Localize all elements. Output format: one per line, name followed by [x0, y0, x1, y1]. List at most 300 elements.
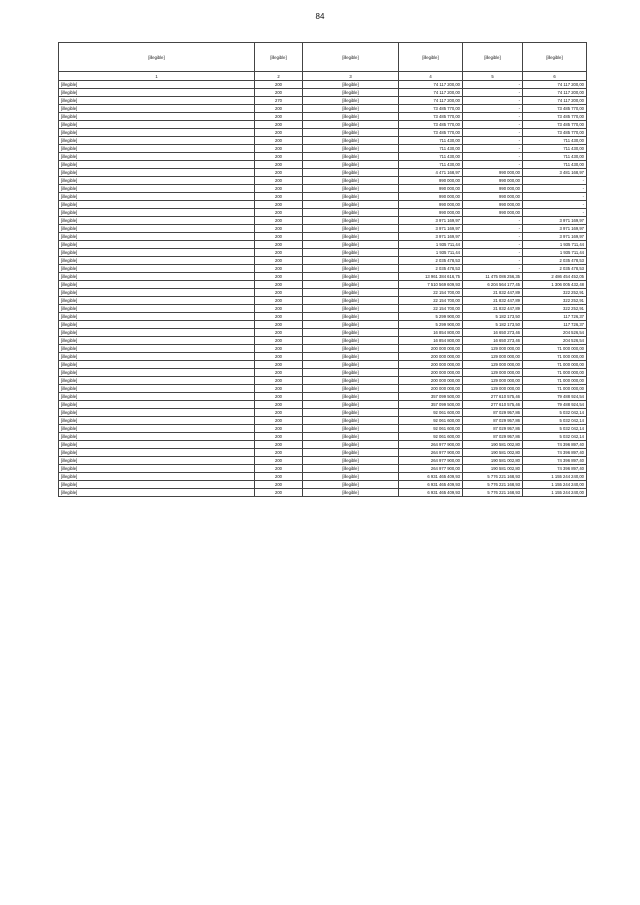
row-executed-amount-cell: 990 000,00	[463, 193, 523, 201]
row-line-code-cell: 200	[255, 417, 303, 425]
budget-execution-table	[58, 42, 587, 497]
row-remainder-amount-cell: 71 000 000,00	[523, 361, 587, 369]
row-remainder-amount-cell: 3 971 169,97	[523, 225, 587, 233]
row-executed-amount-cell: 5 776 221 168,93	[463, 481, 523, 489]
row-line-code-cell: 200	[255, 289, 303, 297]
row-classification-code-cell: [illegible]	[303, 305, 399, 313]
table-row	[59, 201, 587, 209]
row-executed-amount-cell: -	[463, 145, 523, 153]
table-row	[59, 449, 587, 457]
row-classification-code-cell: [illegible]	[303, 465, 399, 473]
row-line-code-cell: 200	[255, 265, 303, 273]
table-row	[59, 385, 587, 393]
table-row	[59, 153, 587, 161]
row-remainder-amount-cell: 71 000 000,00	[523, 377, 587, 385]
row-approved-amount-cell: 264 977 900,00	[399, 465, 463, 473]
row-executed-amount-cell: 5 182 173,50	[463, 321, 523, 329]
row-approved-amount-cell: 200 000 000,00	[399, 345, 463, 353]
row-line-code-cell: 200	[255, 345, 303, 353]
row-name-cell: [illegible]	[59, 305, 255, 313]
table-row	[59, 369, 587, 377]
row-classification-code-cell: [illegible]	[303, 129, 399, 137]
table-row	[59, 257, 587, 265]
row-remainder-amount-cell: 2 035 478,53	[523, 265, 587, 273]
row-line-code-cell: 200	[255, 233, 303, 241]
table-row	[59, 81, 587, 89]
row-classification-code-cell: [illegible]	[303, 321, 399, 329]
row-name-cell: [illegible]	[59, 489, 255, 497]
row-executed-amount-cell: 190 581 002,80	[463, 441, 523, 449]
row-executed-amount-cell: 129 000 000,00	[463, 345, 523, 353]
column-number: 1	[59, 72, 255, 81]
row-executed-amount-cell: -	[463, 89, 523, 97]
row-remainder-amount-cell: 71 000 000,00	[523, 369, 587, 377]
table-row	[59, 169, 587, 177]
row-approved-amount-cell: 200 000 000,00	[399, 369, 463, 377]
row-classification-code-cell: [illegible]	[303, 201, 399, 209]
row-classification-code-cell: [illegible]	[303, 113, 399, 121]
table-row	[59, 289, 587, 297]
row-remainder-amount-cell: 322 252,91	[523, 289, 587, 297]
row-line-code-cell: 200	[255, 153, 303, 161]
row-name-cell: [illegible]	[59, 257, 255, 265]
row-classification-code-cell: [illegible]	[303, 353, 399, 361]
row-classification-code-cell: [illegible]	[303, 449, 399, 457]
row-remainder-amount-cell: 3 971 169,97	[523, 217, 587, 225]
row-name-cell: [illegible]	[59, 377, 255, 385]
row-executed-amount-cell: 190 581 002,80	[463, 449, 523, 457]
row-executed-amount-cell: 129 000 000,00	[463, 369, 523, 377]
table-row	[59, 305, 587, 313]
row-approved-amount-cell: 73 485 770,00	[399, 113, 463, 121]
row-approved-amount-cell: 92 061 600,00	[399, 425, 463, 433]
row-classification-code-cell: [illegible]	[303, 81, 399, 89]
row-classification-code-cell: [illegible]	[303, 233, 399, 241]
row-name-cell: [illegible]	[59, 209, 255, 217]
row-approved-amount-cell: 6 931 465 409,93	[399, 473, 463, 481]
row-name-cell: [illegible]	[59, 193, 255, 201]
row-line-code-cell: 200	[255, 257, 303, 265]
table-row	[59, 481, 587, 489]
row-name-cell: [illegible]	[59, 241, 255, 249]
table-row	[59, 321, 587, 329]
row-approved-amount-cell: 73 485 770,00	[399, 129, 463, 137]
row-line-code-cell: 200	[255, 129, 303, 137]
column-number: 6	[523, 72, 587, 81]
row-approved-amount-cell: 3 971 169,97	[399, 233, 463, 241]
row-name-cell: [illegible]	[59, 137, 255, 145]
row-line-code-cell: 200	[255, 473, 303, 481]
table-row	[59, 137, 587, 145]
row-approved-amount-cell: 92 061 600,00	[399, 433, 463, 441]
row-name-cell: [illegible]	[59, 481, 255, 489]
row-line-code-cell: 200	[255, 385, 303, 393]
row-remainder-amount-cell: 5 032 042,14	[523, 417, 587, 425]
row-line-code-cell: 200	[255, 177, 303, 185]
row-name-cell: [illegible]	[59, 393, 255, 401]
row-remainder-amount-cell: 1 155 244 240,00	[523, 489, 587, 497]
row-approved-amount-cell: 2 035 478,53	[399, 265, 463, 273]
row-remainder-amount-cell: 1 155 244 240,00	[523, 473, 587, 481]
budget-table-wrap	[58, 42, 586, 497]
row-classification-code-cell: [illegible]	[303, 417, 399, 425]
row-name-cell: [illegible]	[59, 369, 255, 377]
row-name-cell: [illegible]	[59, 289, 255, 297]
row-approved-amount-cell: 7 510 569 609,93	[399, 281, 463, 289]
row-name-cell: [illegible]	[59, 417, 255, 425]
row-name-cell: [illegible]	[59, 313, 255, 321]
row-approved-amount-cell: 3 971 169,97	[399, 225, 463, 233]
row-classification-code-cell: [illegible]	[303, 393, 399, 401]
row-remainder-amount-cell: 2 486 454 452,05	[523, 273, 587, 281]
row-remainder-amount-cell: -	[523, 193, 587, 201]
row-line-code-cell: 200	[255, 313, 303, 321]
row-classification-code-cell: [illegible]	[303, 169, 399, 177]
row-executed-amount-cell: -	[463, 105, 523, 113]
row-remainder-amount-cell: 322 252,91	[523, 305, 587, 313]
table-row	[59, 377, 587, 385]
table-row	[59, 489, 587, 497]
header-budget-classification-code: [illegible]	[303, 43, 399, 72]
table-row	[59, 273, 587, 281]
row-executed-amount-cell: 87 029 957,86	[463, 409, 523, 417]
row-line-code-cell: 270	[255, 97, 303, 105]
row-name-cell: [illegible]	[59, 153, 255, 161]
row-approved-amount-cell: 264 977 900,00	[399, 441, 463, 449]
row-name-cell: [illegible]	[59, 281, 255, 289]
row-classification-code-cell: [illegible]	[303, 369, 399, 377]
row-classification-code-cell: [illegible]	[303, 153, 399, 161]
row-remainder-amount-cell: -	[523, 209, 587, 217]
table-row	[59, 97, 587, 105]
table-row	[59, 281, 587, 289]
table-row	[59, 417, 587, 425]
row-name-cell: [illegible]	[59, 273, 255, 281]
row-executed-amount-cell: 6 204 564 177,45	[463, 281, 523, 289]
table-row	[59, 473, 587, 481]
row-executed-amount-cell: 16 650 273,46	[463, 337, 523, 345]
row-name-cell: [illegible]	[59, 353, 255, 361]
row-remainder-amount-cell: 79 488 924,54	[523, 401, 587, 409]
row-line-code-cell: 200	[255, 89, 303, 97]
row-line-code-cell: 200	[255, 425, 303, 433]
table-row	[59, 217, 587, 225]
column-number: 2	[255, 72, 303, 81]
row-line-code-cell: 200	[255, 337, 303, 345]
row-remainder-amount-cell: 73 485 770,00	[523, 113, 587, 121]
row-approved-amount-cell: 6 931 465 409,93	[399, 481, 463, 489]
row-classification-code-cell: [illegible]	[303, 385, 399, 393]
row-classification-code-cell: [illegible]	[303, 473, 399, 481]
row-executed-amount-cell: 16 650 273,46	[463, 329, 523, 337]
table-body	[59, 72, 587, 497]
row-remainder-amount-cell: 1 155 244 240,00	[523, 481, 587, 489]
row-remainder-amount-cell: 5 032 042,14	[523, 433, 587, 441]
row-executed-amount-cell: 87 029 957,86	[463, 425, 523, 433]
row-remainder-amount-cell: 1 935 711,44	[523, 241, 587, 249]
row-remainder-amount-cell: 74 117 200,00	[523, 89, 587, 97]
row-classification-code-cell: [illegible]	[303, 121, 399, 129]
row-line-code-cell: 200	[255, 489, 303, 497]
row-executed-amount-cell: -	[463, 225, 523, 233]
column-number-row	[59, 72, 587, 81]
row-name-cell: [illegible]	[59, 337, 255, 345]
row-remainder-amount-cell: 204 526,54	[523, 337, 587, 345]
row-executed-amount-cell: 277 610 575,46	[463, 393, 523, 401]
row-executed-amount-cell: 990 000,00	[463, 169, 523, 177]
row-classification-code-cell: [illegible]	[303, 297, 399, 305]
row-executed-amount-cell: 87 029 957,86	[463, 417, 523, 425]
header-executed: [illegible]	[463, 43, 523, 72]
row-executed-amount-cell: 21 832 447,89	[463, 289, 523, 297]
row-remainder-amount-cell: 711 430,00	[523, 161, 587, 169]
row-executed-amount-cell: -	[463, 257, 523, 265]
row-remainder-amount-cell: 74 396 897,40	[523, 457, 587, 465]
row-executed-amount-cell: 11 475 086 256,35	[463, 273, 523, 281]
row-approved-amount-cell: 711 430,00	[399, 137, 463, 145]
row-executed-amount-cell: -	[463, 113, 523, 121]
row-line-code-cell: 200	[255, 329, 303, 337]
row-classification-code-cell: [illegible]	[303, 489, 399, 497]
row-executed-amount-cell: 190 581 002,80	[463, 457, 523, 465]
row-line-code-cell: 200	[255, 217, 303, 225]
row-executed-amount-cell: 87 029 957,86	[463, 433, 523, 441]
row-executed-amount-cell: 129 000 000,00	[463, 385, 523, 393]
row-remainder-amount-cell: 74 117 200,00	[523, 81, 587, 89]
table-row	[59, 337, 587, 345]
row-executed-amount-cell: 277 610 575,46	[463, 401, 523, 409]
row-executed-amount-cell: 129 000 000,00	[463, 361, 523, 369]
table-row	[59, 161, 587, 169]
row-classification-code-cell: [illegible]	[303, 433, 399, 441]
row-name-cell: [illegible]	[59, 121, 255, 129]
row-line-code-cell: 200	[255, 321, 303, 329]
table-row	[59, 465, 587, 473]
table-row	[59, 185, 587, 193]
row-executed-amount-cell: 129 000 000,00	[463, 353, 523, 361]
table-row	[59, 297, 587, 305]
table-row	[59, 433, 587, 441]
row-line-code-cell: 200	[255, 241, 303, 249]
row-classification-code-cell: [illegible]	[303, 481, 399, 489]
row-line-code-cell: 200	[255, 81, 303, 89]
table-row	[59, 353, 587, 361]
table-row	[59, 393, 587, 401]
row-classification-code-cell: [illegible]	[303, 401, 399, 409]
row-approved-amount-cell: 74 117 200,00	[399, 89, 463, 97]
row-executed-amount-cell: 5 776 221 168,93	[463, 473, 523, 481]
row-name-cell: [illegible]	[59, 385, 255, 393]
row-approved-amount-cell: 357 099 500,00	[399, 401, 463, 409]
row-line-code-cell: 200	[255, 249, 303, 257]
row-approved-amount-cell: 357 099 500,00	[399, 393, 463, 401]
row-approved-amount-cell: 990 000,00	[399, 201, 463, 209]
row-name-cell: [illegible]	[59, 433, 255, 441]
table-row	[59, 193, 587, 201]
row-remainder-amount-cell: 71 000 000,00	[523, 353, 587, 361]
row-line-code-cell: 200	[255, 121, 303, 129]
row-executed-amount-cell: -	[463, 249, 523, 257]
row-classification-code-cell: [illegible]	[303, 409, 399, 417]
row-name-cell: [illegible]	[59, 473, 255, 481]
row-executed-amount-cell: -	[463, 129, 523, 137]
table-row	[59, 233, 587, 241]
row-executed-amount-cell: -	[463, 265, 523, 273]
row-remainder-amount-cell: 79 488 924,54	[523, 393, 587, 401]
table-row	[59, 129, 587, 137]
row-approved-amount-cell: 74 117 200,00	[399, 81, 463, 89]
table-row	[59, 425, 587, 433]
column-number: 4	[399, 72, 463, 81]
row-name-cell: [illegible]	[59, 81, 255, 89]
row-name-cell: [illegible]	[59, 265, 255, 273]
row-approved-amount-cell: 990 000,00	[399, 185, 463, 193]
row-line-code-cell: 200	[255, 353, 303, 361]
row-name-cell: [illegible]	[59, 161, 255, 169]
row-line-code-cell: 200	[255, 441, 303, 449]
row-name-cell: [illegible]	[59, 345, 255, 353]
row-executed-amount-cell: -	[463, 153, 523, 161]
row-line-code-cell: 200	[255, 225, 303, 233]
row-name-cell: [illegible]	[59, 425, 255, 433]
row-approved-amount-cell: 264 977 900,00	[399, 457, 463, 465]
row-classification-code-cell: [illegible]	[303, 225, 399, 233]
row-approved-amount-cell: 4 471 168,97	[399, 169, 463, 177]
row-remainder-amount-cell: 5 032 042,14	[523, 409, 587, 417]
row-approved-amount-cell: 73 485 770,00	[399, 121, 463, 129]
row-classification-code-cell: [illegible]	[303, 145, 399, 153]
row-line-code-cell: 200	[255, 113, 303, 121]
row-approved-amount-cell: 16 854 800,00	[399, 329, 463, 337]
table-row	[59, 241, 587, 249]
row-name-cell: [illegible]	[59, 129, 255, 137]
row-approved-amount-cell: 711 430,00	[399, 153, 463, 161]
row-remainder-amount-cell: 3 971 169,97	[523, 233, 587, 241]
row-name-cell: [illegible]	[59, 361, 255, 369]
row-classification-code-cell: [illegible]	[303, 97, 399, 105]
table-row	[59, 313, 587, 321]
row-classification-code-cell: [illegible]	[303, 281, 399, 289]
row-approved-amount-cell: 6 931 465 409,93	[399, 489, 463, 497]
row-name-cell: [illegible]	[59, 329, 255, 337]
row-approved-amount-cell: 92 061 600,00	[399, 417, 463, 425]
row-approved-amount-cell: 74 117 200,00	[399, 97, 463, 105]
row-classification-code-cell: [illegible]	[303, 377, 399, 385]
row-approved-amount-cell: 5 299 900,00	[399, 313, 463, 321]
row-approved-amount-cell: 13 961 384 616,75	[399, 273, 463, 281]
row-name-cell: [illegible]	[59, 457, 255, 465]
table-row	[59, 209, 587, 217]
row-classification-code-cell: [illegible]	[303, 337, 399, 345]
row-name-cell: [illegible]	[59, 145, 255, 153]
row-line-code-cell: 200	[255, 377, 303, 385]
row-name-cell: [illegible]	[59, 409, 255, 417]
row-executed-amount-cell: 990 000,00	[463, 177, 523, 185]
table-row	[59, 265, 587, 273]
row-line-code-cell: 200	[255, 209, 303, 217]
row-remainder-amount-cell: 1 935 711,44	[523, 249, 587, 257]
row-classification-code-cell: [illegible]	[303, 329, 399, 337]
row-executed-amount-cell: 21 832 447,89	[463, 297, 523, 305]
row-line-code-cell: 200	[255, 409, 303, 417]
page-number: 84	[315, 12, 325, 21]
row-executed-amount-cell: 190 581 002,80	[463, 465, 523, 473]
row-classification-code-cell: [illegible]	[303, 345, 399, 353]
table-row	[59, 361, 587, 369]
row-remainder-amount-cell: 71 000 000,00	[523, 385, 587, 393]
row-line-code-cell: 200	[255, 481, 303, 489]
row-remainder-amount-cell: 1 306 005 432,48	[523, 281, 587, 289]
row-approved-amount-cell: 22 154 700,00	[399, 305, 463, 313]
row-line-code-cell: 200	[255, 449, 303, 457]
row-line-code-cell: 200	[255, 305, 303, 313]
row-name-cell: [illegible]	[59, 465, 255, 473]
table-row	[59, 89, 587, 97]
row-executed-amount-cell: 21 832 447,89	[463, 305, 523, 313]
row-approved-amount-cell: 200 000 000,00	[399, 361, 463, 369]
row-approved-amount-cell: 711 430,00	[399, 161, 463, 169]
row-remainder-amount-cell: 74 117 200,00	[523, 97, 587, 105]
row-remainder-amount-cell: 73 485 770,00	[523, 121, 587, 129]
row-remainder-amount-cell: 74 396 897,40	[523, 449, 587, 457]
row-name-cell: [illegible]	[59, 225, 255, 233]
row-executed-amount-cell: -	[463, 241, 523, 249]
row-approved-amount-cell: 1 935 711,44	[399, 249, 463, 257]
row-line-code-cell: 200	[255, 369, 303, 377]
header-indicator-name: [illegible]	[59, 43, 255, 72]
table-row	[59, 145, 587, 153]
row-name-cell: [illegible]	[59, 297, 255, 305]
row-remainder-amount-cell: -	[523, 185, 587, 193]
row-name-cell: [illegible]	[59, 401, 255, 409]
row-executed-amount-cell: 990 000,00	[463, 185, 523, 193]
row-name-cell: [illegible]	[59, 113, 255, 121]
row-approved-amount-cell: 200 000 000,00	[399, 385, 463, 393]
row-classification-code-cell: [illegible]	[303, 361, 399, 369]
table-row	[59, 177, 587, 185]
row-line-code-cell: 200	[255, 433, 303, 441]
row-remainder-amount-cell: 322 252,91	[523, 297, 587, 305]
row-name-cell: [illegible]	[59, 249, 255, 257]
row-remainder-amount-cell: 204 526,54	[523, 329, 587, 337]
table-row	[59, 105, 587, 113]
row-executed-amount-cell: -	[463, 81, 523, 89]
table-row	[59, 225, 587, 233]
header-approved-appropriations: [illegible]	[399, 43, 463, 72]
row-classification-code-cell: [illegible]	[303, 313, 399, 321]
row-line-code-cell: 200	[255, 465, 303, 473]
row-line-code-cell: 200	[255, 273, 303, 281]
row-name-cell: [illegible]	[59, 321, 255, 329]
row-approved-amount-cell: 200 000 000,00	[399, 353, 463, 361]
table-header-row	[59, 43, 587, 72]
row-name-cell: [illegible]	[59, 233, 255, 241]
header-unexecuted-appropriations: [illegible]	[523, 43, 587, 72]
row-approved-amount-cell: 264 977 900,00	[399, 449, 463, 457]
row-remainder-amount-cell: 5 032 042,14	[523, 425, 587, 433]
row-classification-code-cell: [illegible]	[303, 209, 399, 217]
row-line-code-cell: 200	[255, 281, 303, 289]
row-classification-code-cell: [illegible]	[303, 265, 399, 273]
row-remainder-amount-cell: 3 481 168,97	[523, 169, 587, 177]
row-remainder-amount-cell: 117 726,37	[523, 313, 587, 321]
table-row	[59, 401, 587, 409]
row-line-code-cell: 200	[255, 401, 303, 409]
row-line-code-cell: 200	[255, 193, 303, 201]
row-approved-amount-cell: 2 035 478,53	[399, 257, 463, 265]
row-name-cell: [illegible]	[59, 217, 255, 225]
row-remainder-amount-cell: -	[523, 201, 587, 209]
